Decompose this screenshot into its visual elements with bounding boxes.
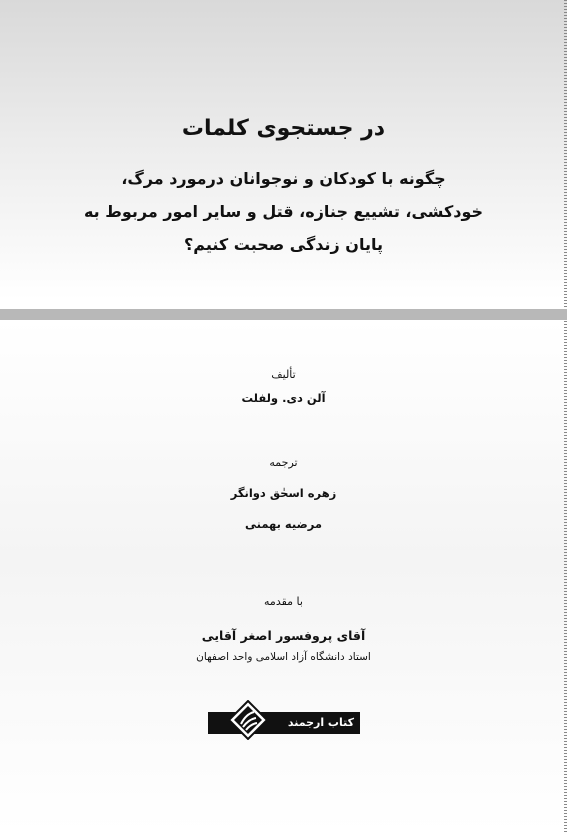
introduction-affiliation: استاد دانشگاه آزاد اسلامی واحد اصفهان [196,651,371,663]
book-subtitle [0,162,567,261]
subtitle-line: چگونه با کودکان و نوجوانان درمورد مرگ، [121,169,446,188]
author-label: تألیف [271,368,296,381]
translation-label: ترجمه [269,456,298,469]
translator-name: مرضیه بهمنی [244,517,322,531]
translator-name: زهره اسحٰق دوانگر [230,486,337,500]
subtitle-line: خودکشی، تشییع جنازه، قتل و سایر امور مربوط به [83,202,484,221]
section-divider [0,309,567,320]
publisher-name: کتاب ارجمند [287,716,354,729]
introduction-label: با مقدمه [264,595,303,608]
introduction-author: آقای پروفسور اصغر آقایی [201,628,366,643]
publisher-emblem-icon [228,700,268,740]
subtitle-line: پایان زندگی صحبت کنیم؟ [183,235,383,254]
author-name: آلن دی. ولفلت [241,391,326,405]
book-title: در جستجوی کلمات [181,116,386,141]
publisher-logo [208,700,360,740]
